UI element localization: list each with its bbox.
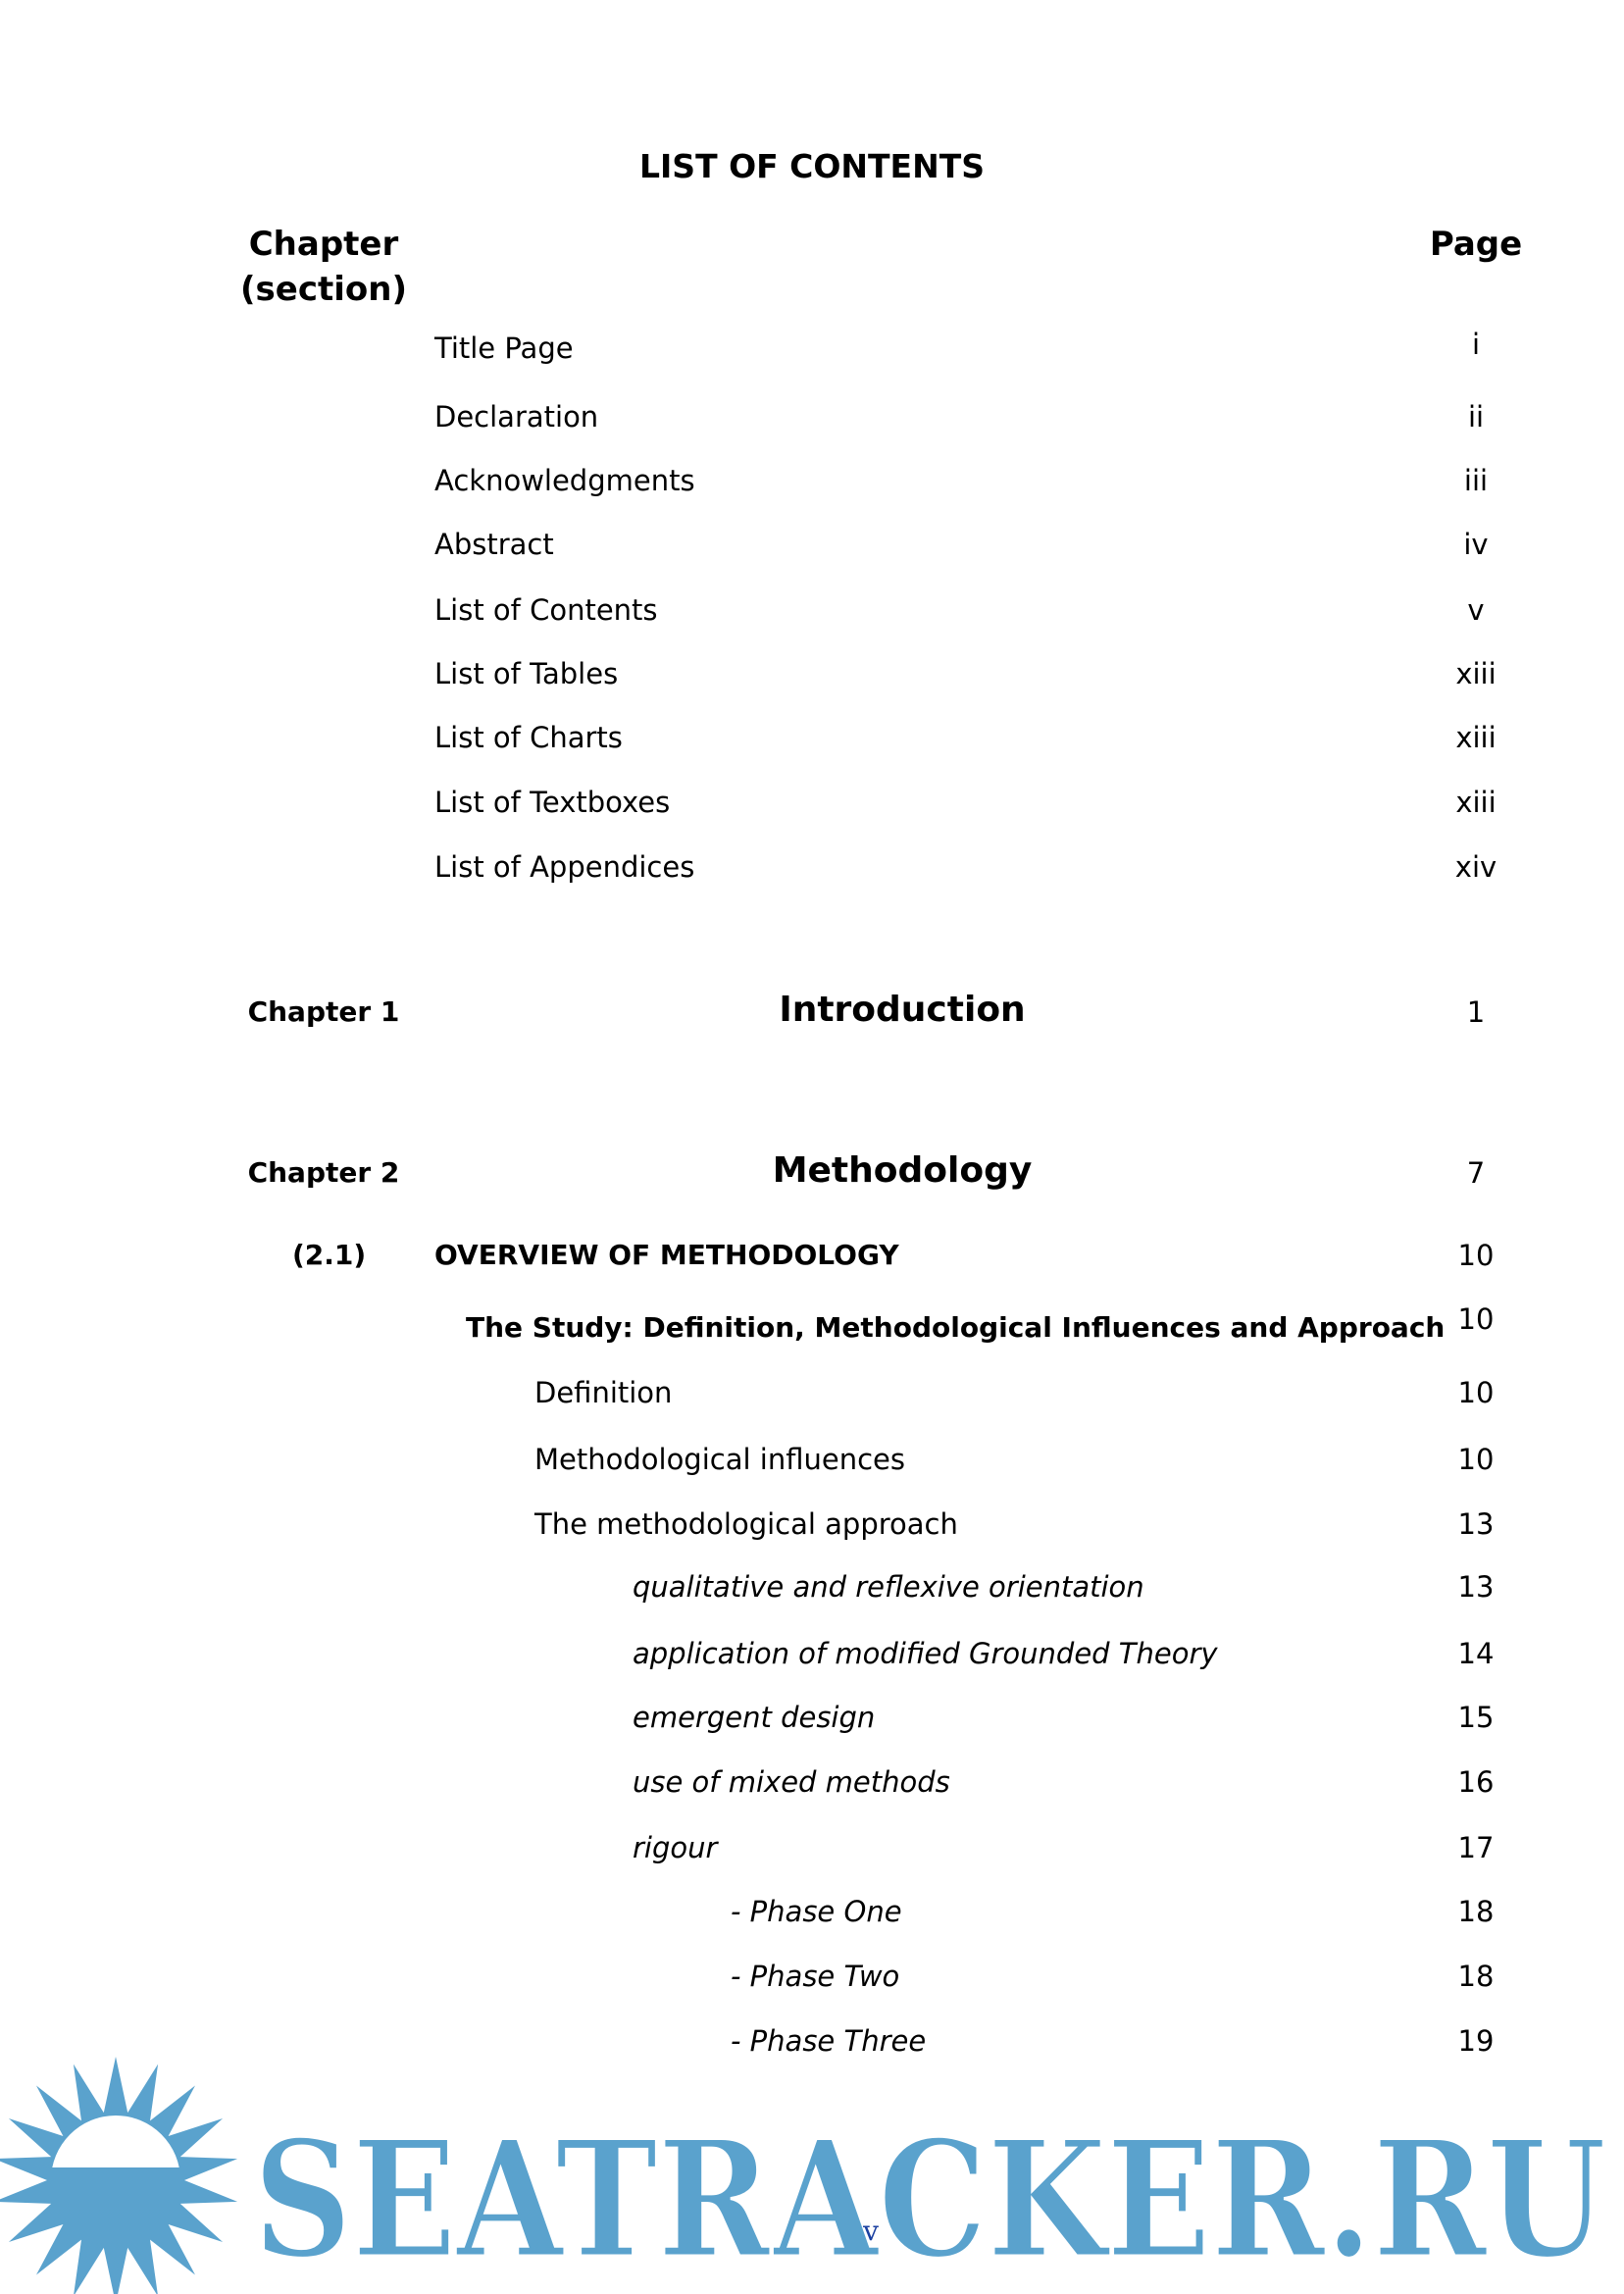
toc-page-list-of-charts: xiii (1455, 721, 1497, 754)
section-title[interactable]: OVERVIEW OF METHODOLOGY (434, 1239, 899, 1271)
chapter-1-label: Chapter 1 (247, 995, 400, 1028)
toc-page-phase-three: 19 (1457, 2024, 1495, 2058)
chapter-1-title[interactable]: Introduction (779, 990, 1026, 1030)
chapter-column-header (235, 222, 412, 312)
toc-entry-methodological-influences[interactable]: Methodological influences (534, 1443, 905, 1476)
toc-page-list-of-tables: xiii (1455, 657, 1497, 690)
toc-entry-grounded-theory[interactable]: application of modified Grounded Theory (633, 1637, 1218, 1670)
subsection-page: 10 (1457, 1302, 1495, 1336)
toc-entry-phase-two[interactable]: - Phase Two (731, 1960, 900, 1993)
toc-entry-declaration[interactable]: Declaration (434, 400, 599, 433)
toc-entry-phase-one[interactable]: - Phase One (731, 1895, 902, 1928)
toc-page-emergent-design: 15 (1457, 1701, 1495, 1734)
toc-entry-list-of-tables[interactable]: List of Tables (434, 657, 619, 690)
section-page: 10 (1457, 1239, 1495, 1272)
toc-page-phase-two: 18 (1457, 1960, 1495, 1993)
chapter-header-line2: (section) (240, 270, 407, 309)
toc-entry-list-of-textboxes[interactable]: List of Textboxes (434, 786, 671, 819)
toc-entry-acknowledgments[interactable]: Acknowledgments (434, 464, 695, 497)
subsection-title[interactable]: The Study: Definition, Methodological Influences and Approach (466, 1311, 1446, 1344)
toc-page-qualitative-orientation: 13 (1457, 1570, 1495, 1604)
chapter-header-line1: Chapter (248, 225, 399, 264)
page-number: v (863, 2215, 879, 2247)
toc-page-rigour: 17 (1457, 1831, 1495, 1864)
toc-page-list-of-contents: v (1467, 593, 1485, 627)
toc-page-acknowledgments: iii (1463, 464, 1489, 497)
toc-page-declaration: ii (1467, 400, 1485, 433)
toc-page-title-page: i (1471, 328, 1481, 361)
page-column-header: Page (1429, 225, 1523, 264)
toc-page-list-of-appendices: xiv (1454, 850, 1497, 884)
toc-entry-list-of-contents[interactable]: List of Contents (434, 593, 658, 627)
toc-page-methodological-influences: 10 (1457, 1443, 1495, 1476)
toc-entry-abstract[interactable]: Abstract (434, 528, 554, 561)
toc-page-phase-one: 18 (1457, 1895, 1495, 1928)
toc-entry-qualitative-orientation[interactable]: qualitative and reflexive orientation (633, 1570, 1144, 1604)
chapter-1-page: 1 (1466, 995, 1486, 1029)
toc-page-list-of-textboxes: xiii (1455, 786, 1497, 819)
toc-entry-methodological-approach[interactable]: The methodological approach (534, 1507, 958, 1541)
watermark (0, 2050, 1624, 2294)
toc-page-grounded-theory: 14 (1457, 1637, 1495, 1670)
toc-page-mixed-methods: 16 (1457, 1765, 1495, 1799)
toc-entry-rigour[interactable]: rigour (633, 1831, 718, 1864)
watermark-text: SEATRACKER.RU (253, 2105, 1606, 2294)
toc-page-methodological-approach: 13 (1457, 1507, 1495, 1541)
page-title: LIST OF CONTENTS (639, 147, 985, 185)
toc-entry-title-page[interactable]: Title Page (434, 331, 574, 365)
toc-entry-list-of-charts[interactable]: List of Charts (434, 721, 623, 754)
chapter-2-title[interactable]: Methodology (772, 1150, 1033, 1191)
toc-entry-mixed-methods[interactable]: use of mixed methods (633, 1765, 950, 1799)
sun-logo-icon (0, 2057, 237, 2294)
chapter-2-page: 7 (1466, 1156, 1486, 1190)
toc-entry-definition[interactable]: Definition (534, 1376, 673, 1409)
toc-page-definition: 10 (1457, 1376, 1495, 1409)
section-number: (2.1) (292, 1239, 367, 1271)
toc-page-abstract: iv (1463, 528, 1489, 561)
toc-entry-emergent-design[interactable]: emergent design (633, 1701, 876, 1734)
toc-entry-phase-three[interactable]: - Phase Three (731, 2024, 927, 2058)
chapter-2-label: Chapter 2 (247, 1156, 400, 1189)
toc-entry-list-of-appendices[interactable]: List of Appendices (434, 850, 695, 884)
